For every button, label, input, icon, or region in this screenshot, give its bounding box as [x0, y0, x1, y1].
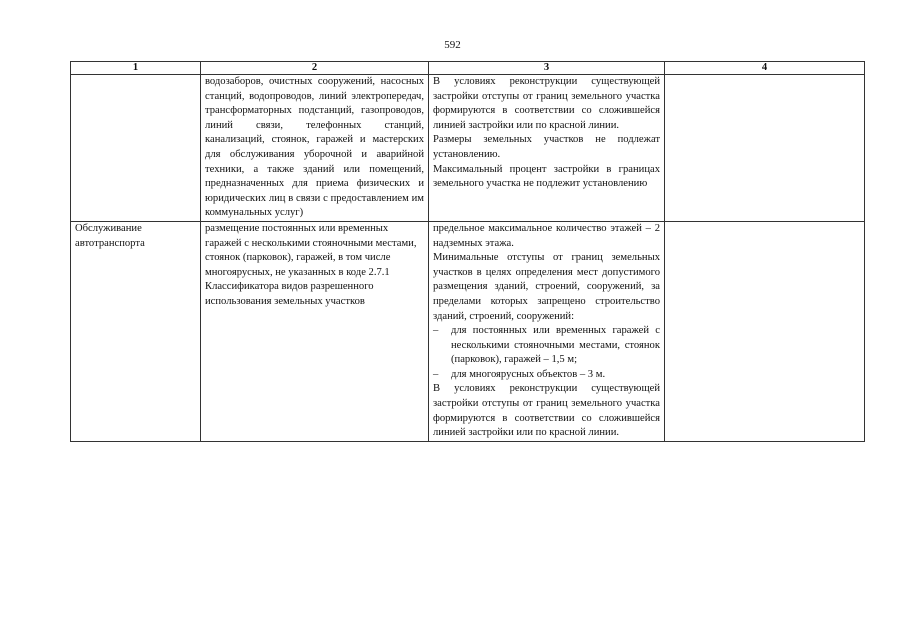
row1-parameters-para: Размеры земельных участков не подлежат установлению.: [433, 134, 660, 160]
row1-description-text: водозаборов, очистных сооружений, насосных станций, водопроводов, линий электропередач, трансформаторных подстанций, газопроводов, линий связи, телефонных станций, канализаций, стоянок, гаражей и мастерских для обслуживания уборочной и аварийной техники, а также зданий или помещений, предназначенных для приема физических и юридических лиц в связи с предоставлением им коммунальных услуг): [205, 76, 424, 219]
column-header-3: 3: [429, 62, 665, 75]
list-item: – для постоянных или временных гаражей с несколькими стояночными местами, стоянок (парковок), гаражей – 1,5 м;: [433, 324, 660, 368]
row1-description-cell: [201, 75, 429, 222]
column-header-4: 4: [665, 62, 865, 75]
row2-use-type-text: Обслуживание автотранспорта: [75, 222, 145, 249]
regulation-table: [70, 61, 865, 442]
column-header-2: 2: [201, 62, 429, 75]
row2-setbacks-list: [433, 324, 660, 382]
row2-parameters-cell: [429, 221, 665, 441]
row1-parameters-para: Максимальный процент застройки в границах земельного участка не подлежит установлению: [433, 163, 660, 190]
row2-use-type-cell: [71, 221, 201, 441]
column-header-1: 1: [71, 62, 201, 75]
row1-parameters-cell: [429, 75, 665, 222]
row2-floors-para: предельное максимальное количество этажей – 2 надземных этажа.: [433, 222, 660, 249]
table-row: [71, 221, 865, 441]
row1-notes-cell: [665, 75, 865, 222]
row2-setbacks-para: Минимальные отступы от границ земельных участков в целях определения мест допустимого размещения зданий, строений, сооружений, за пределами которых запрещено строительство зданий, строений, сооружений:: [433, 252, 660, 322]
row2-description-cell: [201, 221, 429, 441]
row1-use-type-cell: [71, 75, 201, 222]
table-row: [71, 75, 865, 222]
row1-parameters-para: В условиях реконструкции существующей застройки отступы от границ земельного участка формируются в соответствии со сложившейся линией застройки или по красной линии.: [433, 76, 660, 131]
row2-description-text: размещение постоянных или временных гаражей с несколькими стояночными местами, стоянок (парковок), гаражей, в том числе многоярусных, не указанных в коде 2.7.1 Классификатора видов разрешенного использования земельных участков: [205, 222, 417, 307]
page-number: 592: [444, 39, 461, 51]
row2-notes-cell: [665, 221, 865, 441]
table-header-row: [71, 62, 865, 75]
row2-reconstruction-para: В условиях реконструкции существующей застройки отступы от границ земельного участка формируются в соответствии со сложившейся линией застройки или по красной линии.: [433, 383, 660, 439]
list-item: – для многоярусных объектов – 3 м.: [433, 368, 660, 383]
